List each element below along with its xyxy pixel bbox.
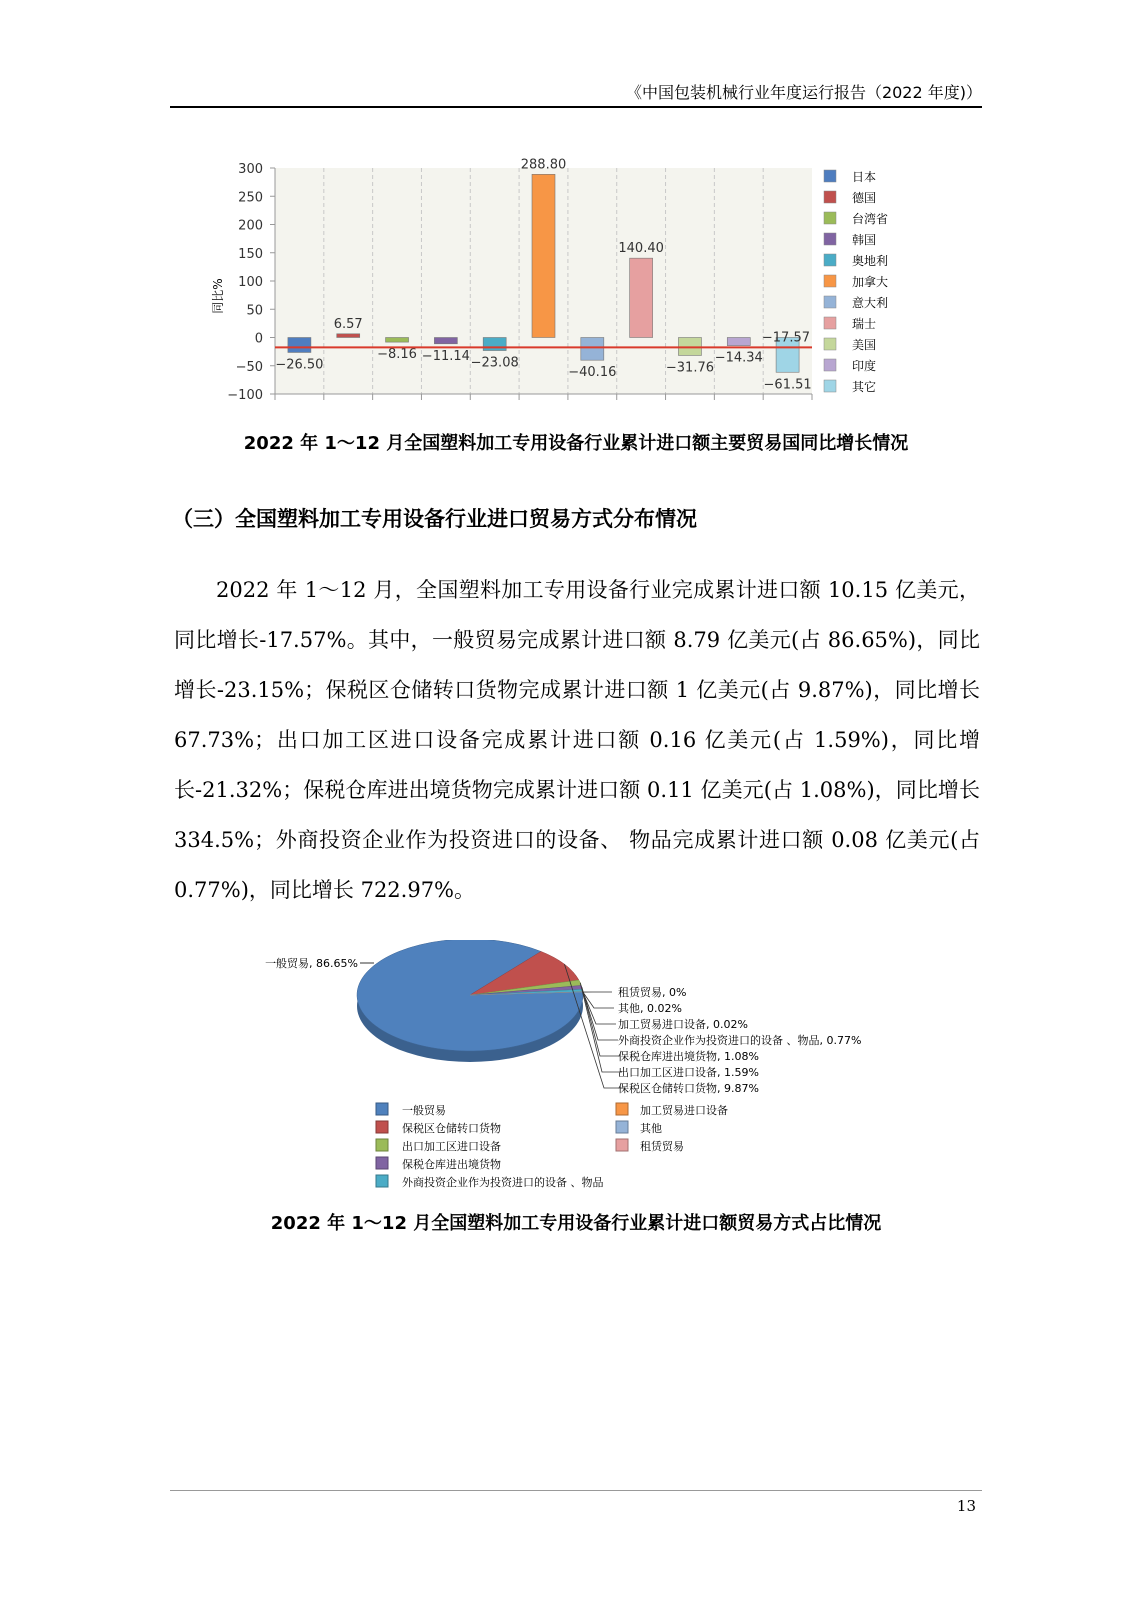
legend-swatch-韩国 <box>824 233 836 245</box>
pie-label-一般贸易: 一般贸易, 86.65% <box>265 957 358 970</box>
y-tick-label: −100 <box>227 388 263 403</box>
pie-label-加工贸易进口设备: 加工贸易进口设备, 0.02% <box>618 1018 748 1031</box>
legend-label-台湾省: 台湾省 <box>852 212 889 226</box>
pie-legend-swatch-外商投资企业作为投资进口的设备 、物品 <box>376 1175 388 1187</box>
y-tick-label: −50 <box>235 359 263 375</box>
bar-加拿大 <box>532 174 555 337</box>
pie-label-租赁贸易: 租赁贸易, 0% <box>618 986 687 999</box>
pie-legend-label-一般贸易: 一般贸易 <box>402 1104 446 1117</box>
legend-swatch-瑞士 <box>824 317 836 329</box>
bar-label-印度: −14.34 <box>714 350 763 366</box>
pie-legend-label-租赁贸易: 租赁贸易 <box>640 1140 684 1153</box>
bar-label-韩国: −11.14 <box>421 348 470 364</box>
pie-legend-swatch-一般贸易 <box>376 1103 388 1115</box>
pie-legend-swatch-保税仓库进出境货物 <box>376 1157 388 1169</box>
pie-label-其他: 其他, 0.02% <box>618 1002 682 1015</box>
legend-swatch-意大利 <box>824 296 836 308</box>
bar-chart <box>200 150 920 412</box>
pie-legend-label-保税仓库进出境货物: 保税仓库进出境货物 <box>402 1158 501 1171</box>
legend-swatch-日本 <box>824 170 836 182</box>
bar-德国 <box>337 334 360 338</box>
bar-label-奥地利: −23.08 <box>470 355 519 371</box>
header-rule <box>170 106 982 108</box>
bar-印度 <box>727 338 750 346</box>
legend-label-瑞士: 瑞士 <box>852 317 877 331</box>
y-tick-label: 50 <box>246 303 263 319</box>
pie-legend-label-加工贸易进口设备: 加工贸易进口设备 <box>640 1104 728 1117</box>
figure2-caption: 2022 年 1～12 月全国塑料加工专用设备行业累计进口额贸易方式占比情况 <box>270 1213 882 1234</box>
bar-label-日本: −26.50 <box>275 357 324 373</box>
bar-label-其它: −61.51 <box>763 377 812 393</box>
bar-label-台湾省: −8.16 <box>377 347 417 363</box>
legend-swatch-奥地利 <box>824 254 836 266</box>
pie-legend-swatch-保税区仓储转口货物 <box>376 1121 388 1133</box>
y-tick-label: 100 <box>238 275 263 290</box>
y-tick-label: 200 <box>238 218 263 234</box>
pie-leader <box>582 987 620 1056</box>
bar-瑞士 <box>630 258 653 337</box>
y-axis-label: 同比% <box>211 278 225 314</box>
legend-label-加拿大: 加拿大 <box>852 275 889 289</box>
legend-swatch-美国 <box>824 338 836 350</box>
legend-label-德国: 德国 <box>852 191 877 205</box>
bar-韩国 <box>434 338 457 344</box>
pie-legend-label-其他: 其他 <box>640 1122 662 1135</box>
body-paragraph: 2022 年 1～12 月，全国塑料加工专用设备行业完成累计进口额 10.15 亿美元，同比增长-17.57%。其中，一般贸易完成累计进口额 8.79 亿美元(占 86.65%)，同比增长-23.15%；保税区仓储转口货物完成累计进口额 1 亿美元(占 9.87%)，同比增长 67.73%；出口加工区进口设备完成累计进口额 0.16 亿美元(占 1.59%)，同比增长-21.32%；保税仓库进出境货物完成累计进口额 0.11 亿美元(占 1.08%)，同比增长 334.5%；外商投资企业作为投资进口的设备、 物品完成累计进口额 0.08 亿美元(占 0.77%)，同比增长 722.97%。 <box>174 578 980 902</box>
pie-legend-swatch-其他 <box>616 1121 628 1133</box>
pie-label-出口加工区进口设备: 出口加工区进口设备, 1.59% <box>618 1066 759 1079</box>
legend-label-其它: 其它 <box>852 380 877 394</box>
bar-日本 <box>288 338 311 353</box>
legend-swatch-台湾省 <box>824 212 836 224</box>
y-tick-label: 250 <box>238 190 263 206</box>
pie-legend-label-保税区仓储转口货物: 保税区仓储转口货物 <box>402 1122 501 1135</box>
y-tick-label: 300 <box>238 162 263 177</box>
pie-label-保税区仓储转口货物: 保税区仓储转口货物, 9.87% <box>618 1082 759 1095</box>
legend-label-日本: 日本 <box>852 170 877 184</box>
pie-label-保税仓库进出境货物: 保税仓库进出境货物, 1.08% <box>618 1050 759 1063</box>
bar-label-德国: 6.57 <box>333 316 363 332</box>
running-header: 《中国包装机械行业年度运行报告（2022 年度)） <box>625 83 982 102</box>
pie-legend-label-外商投资企业作为投资进口的设备 、物品: 外商投资企业作为投资进口的设备 、物品 <box>402 1176 604 1189</box>
bar-label-美国: −31.76 <box>665 360 715 376</box>
reference-line-label: −17.57 <box>761 330 810 346</box>
bar-奥地利 <box>483 338 506 351</box>
bar-label-意大利: −40.16 <box>568 365 617 381</box>
pie-legend-label-出口加工区进口设备: 出口加工区进口设备 <box>402 1140 501 1153</box>
section-heading: （三）全国塑料加工专用设备行业进口贸易方式分布情况 <box>172 507 697 531</box>
pie-leader <box>580 983 622 1072</box>
legend-swatch-德国 <box>824 191 836 203</box>
y-tick-label: 0 <box>254 331 263 347</box>
page-number: 13 <box>956 1497 976 1515</box>
pie-legend-swatch-加工贸易进口设备 <box>616 1103 628 1115</box>
pie-label-外商投资企业作为投资进口的设备 、物品: 外商投资企业作为投资进口的设备 、物品, 0.77% <box>618 1034 862 1047</box>
legend-label-韩国: 韩国 <box>852 233 877 247</box>
legend-swatch-印度 <box>824 359 836 371</box>
pie-chart <box>240 940 900 1202</box>
bar-label-瑞士: 140.40 <box>618 241 664 257</box>
legend-swatch-其它 <box>824 380 836 392</box>
pie-legend-swatch-出口加工区进口设备 <box>376 1139 388 1151</box>
bar-台湾省 <box>386 338 409 343</box>
pie-legend-swatch-租赁贸易 <box>616 1139 628 1151</box>
footer-rule <box>170 1490 982 1491</box>
legend-label-意大利: 意大利 <box>852 296 889 310</box>
bar-意大利 <box>581 338 604 361</box>
legend-label-美国: 美国 <box>852 338 877 352</box>
y-tick-label: 150 <box>238 246 263 262</box>
legend-label-奥地利: 奥地利 <box>852 254 889 268</box>
figure1-caption: 2022 年 1～12 月全国塑料加工专用设备行业累计进口额主要贸易国同比增长情况 <box>243 433 909 454</box>
bar-label-加拿大: 288.80 <box>520 157 567 173</box>
legend-label-印度: 印度 <box>852 359 877 373</box>
legend-swatch-加拿大 <box>824 275 836 287</box>
